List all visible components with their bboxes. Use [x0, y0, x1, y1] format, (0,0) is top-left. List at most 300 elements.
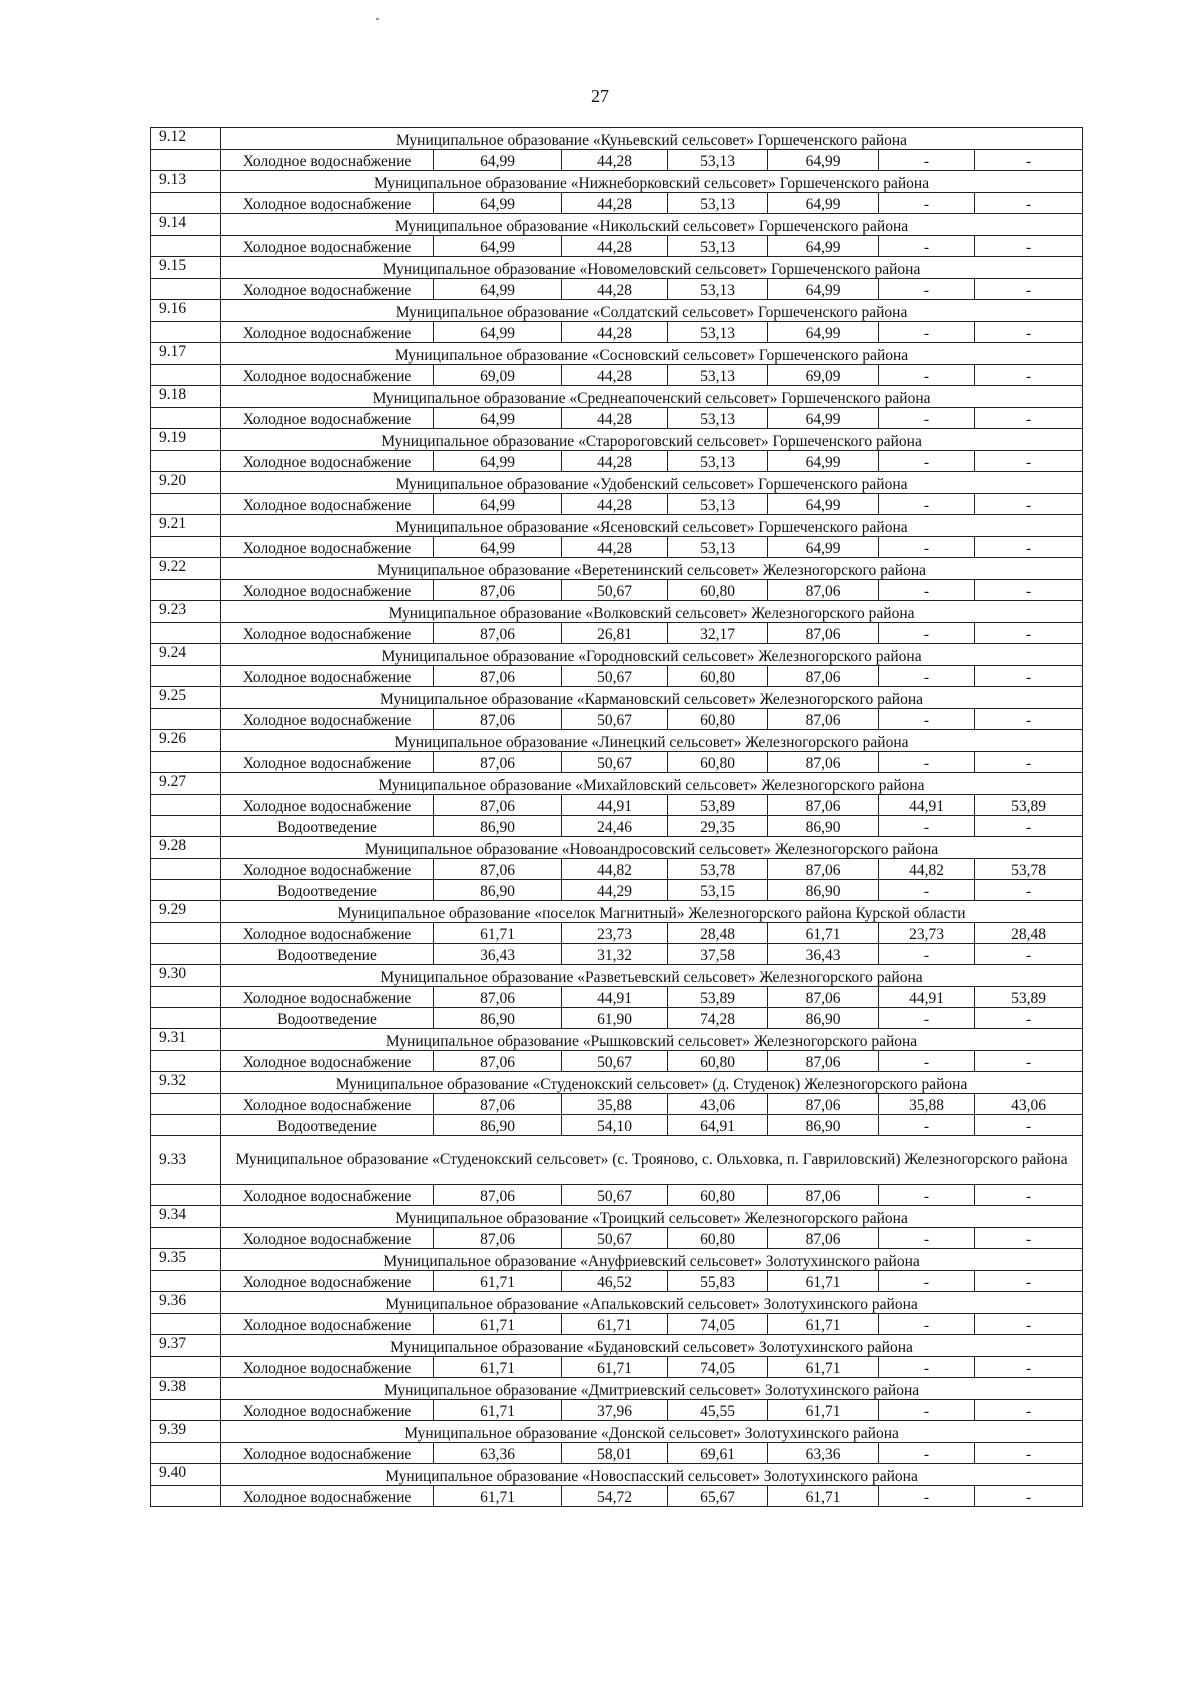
tariff-value: -: [879, 150, 975, 171]
tariff-row: [151, 1008, 1083, 1029]
section-number: 9.18: [151, 386, 221, 408]
tariff-value: -: [975, 709, 1083, 730]
section-number: 9.16: [151, 300, 221, 322]
number-cell-empty: [151, 1400, 221, 1421]
section-header-row: [151, 558, 1083, 580]
section-title: Муниципальное образование «Новоспасский сельсовет» Золотухинского района: [221, 1464, 1083, 1486]
tariff-value: 58,01: [562, 1443, 668, 1464]
section-title: Муниципальное образование «Куньевский сельсовет» Горшеченского района: [221, 128, 1083, 150]
tariff-value: 44,28: [562, 193, 668, 214]
section-header-row: [151, 1206, 1083, 1228]
tariff-row: [151, 322, 1083, 343]
number-cell-empty: [151, 451, 221, 472]
service-name: Холодное водоснабжение: [221, 1357, 434, 1378]
section-header-row: [151, 1072, 1083, 1094]
number-cell-empty: [151, 859, 221, 880]
tariff-value: 61,71: [434, 1357, 562, 1378]
tariff-value: 44,28: [562, 537, 668, 558]
tariff-row: [151, 1486, 1083, 1507]
tariff-row: [151, 1271, 1083, 1292]
tariff-value: 61,90: [562, 1008, 668, 1029]
service-name: Холодное водоснабжение: [221, 987, 434, 1008]
section-title: Муниципальное образование «Нижнеборковский сельсовет» Горшеченского района: [221, 171, 1083, 193]
section-title: Муниципальное образование «Волковский сельсовет» Железногорского района: [221, 601, 1083, 623]
tariff-value: -: [879, 494, 975, 515]
service-name: Холодное водоснабжение: [221, 580, 434, 601]
tariff-value: 50,67: [562, 1185, 668, 1206]
tariff-value: 53,13: [668, 365, 768, 386]
section-number: 9.39: [151, 1421, 221, 1443]
tariff-value: 50,67: [562, 666, 668, 687]
tariff-value: -: [879, 1357, 975, 1378]
section-header-row: [151, 515, 1083, 537]
section-header-row: [151, 1136, 1083, 1185]
number-cell-empty: [151, 880, 221, 901]
tariff-value: 64,99: [768, 279, 879, 300]
service-name: Водоотведение: [221, 1008, 434, 1029]
tariff-value: 64,99: [434, 193, 562, 214]
service-name: Холодное водоснабжение: [221, 1051, 434, 1072]
tariff-value: 86,90: [434, 1115, 562, 1136]
section-number: 9.15: [151, 257, 221, 279]
tariff-row: [151, 580, 1083, 601]
tariff-value: 87,06: [768, 752, 879, 773]
number-cell-empty: [151, 1443, 221, 1464]
service-name: Холодное водоснабжение: [221, 1185, 434, 1206]
tariff-value: -: [879, 1400, 975, 1421]
tariff-row: [151, 150, 1083, 171]
tariff-value: 64,99: [768, 150, 879, 171]
tariff-value: 53,89: [975, 795, 1083, 816]
tariff-value: 64,99: [768, 236, 879, 257]
tariff-value: 87,06: [768, 1228, 879, 1249]
tariff-row: [151, 880, 1083, 901]
service-name: Холодное водоснабжение: [221, 1094, 434, 1115]
number-cell-empty: [151, 365, 221, 386]
number-cell-empty: [151, 623, 221, 644]
number-cell-empty: [151, 1486, 221, 1507]
section-number: 9.34: [151, 1206, 221, 1228]
tariff-value: 87,06: [434, 752, 562, 773]
number-cell-empty: [151, 944, 221, 965]
tariff-value: 45,55: [668, 1400, 768, 1421]
tariff-value: 50,67: [562, 580, 668, 601]
tariff-value: 36,43: [768, 944, 879, 965]
service-name: Холодное водоснабжение: [221, 1228, 434, 1249]
section-title: Муниципальное образование «Дмитриевский сельсовет» Золотухинского района: [221, 1378, 1083, 1400]
tariff-value: 29,35: [668, 816, 768, 837]
number-cell-empty: [151, 923, 221, 944]
tariff-value: 74,05: [668, 1357, 768, 1378]
tariff-value: -: [879, 752, 975, 773]
number-cell-empty: [151, 193, 221, 214]
tariff-value: -: [879, 623, 975, 644]
tariff-value: 53,15: [668, 880, 768, 901]
tariff-row: [151, 451, 1083, 472]
service-name: Холодное водоснабжение: [221, 709, 434, 730]
tariff-row: [151, 987, 1083, 1008]
tariff-value: 60,80: [668, 1228, 768, 1249]
section-title: Муниципальное образование «Солдатский сельсовет» Горшеченского района: [221, 300, 1083, 322]
tariff-value: 87,06: [434, 987, 562, 1008]
tariff-value: -: [879, 816, 975, 837]
tariff-row: [151, 1115, 1083, 1136]
tariff-value: 64,99: [434, 236, 562, 257]
section-title: Муниципальное образование «Студенокский сельсовет» (с. Трояново, с. Ольховка, п. Гавриловский) Железногорского района: [221, 1136, 1083, 1185]
number-cell-empty: [151, 279, 221, 300]
tariff-row: [151, 709, 1083, 730]
tariff-value: 64,99: [768, 537, 879, 558]
tariff-value: 87,06: [768, 1094, 879, 1115]
tariff-value: -: [879, 1486, 975, 1507]
number-cell-empty: [151, 322, 221, 343]
tariff-value: -: [879, 1314, 975, 1335]
tariff-value: -: [975, 880, 1083, 901]
section-title: Муниципальное образование «Сосновский сельсовет» Горшеченского района: [221, 343, 1083, 365]
tariff-row: [151, 666, 1083, 687]
section-header-row: [151, 1464, 1083, 1486]
tariff-value: 60,80: [668, 1185, 768, 1206]
section-number: 9.29: [151, 901, 221, 923]
service-name: Холодное водоснабжение: [221, 1486, 434, 1507]
tariff-value: 44,28: [562, 322, 668, 343]
service-name: Холодное водоснабжение: [221, 923, 434, 944]
number-cell-empty: [151, 816, 221, 837]
section-title: Муниципальное образование «Троицкий сельсовет» Железногорского района: [221, 1206, 1083, 1228]
service-name: Холодное водоснабжение: [221, 365, 434, 386]
tariff-value: 64,99: [434, 494, 562, 515]
section-number: 9.32: [151, 1072, 221, 1094]
tariff-value: 87,06: [434, 709, 562, 730]
service-name: Холодное водоснабжение: [221, 752, 434, 773]
number-cell-empty: [151, 494, 221, 515]
tariff-value: -: [879, 279, 975, 300]
tariff-value: 61,71: [562, 1357, 668, 1378]
tariff-value: 87,06: [434, 859, 562, 880]
tariff-value: 35,88: [879, 1094, 975, 1115]
tariff-value: 28,48: [668, 923, 768, 944]
tariff-value: 64,99: [434, 451, 562, 472]
tariff-value: 61,71: [434, 1314, 562, 1335]
section-header-row: [151, 386, 1083, 408]
number-cell-empty: [151, 1185, 221, 1206]
tariff-value: 69,09: [768, 365, 879, 386]
section-title: Муниципальное образование «Веретенинский сельсовет» Железногорского района: [221, 558, 1083, 580]
tariff-value: 43,06: [668, 1094, 768, 1115]
tariff-value: -: [975, 944, 1083, 965]
section-header-row: [151, 171, 1083, 193]
number-cell-empty: [151, 1314, 221, 1335]
section-header-row: [151, 687, 1083, 709]
service-name: Водоотведение: [221, 1115, 434, 1136]
tariff-value: 43,06: [975, 1094, 1083, 1115]
tariff-value: 53,13: [668, 494, 768, 515]
tariff-value: -: [975, 1271, 1083, 1292]
section-number: 9.24: [151, 644, 221, 666]
section-number: 9.27: [151, 773, 221, 795]
tariff-value: 87,06: [768, 987, 879, 1008]
tariff-value: 86,90: [434, 880, 562, 901]
tariff-value: -: [975, 236, 1083, 257]
tariff-value: 53,89: [668, 795, 768, 816]
tariff-value: -: [879, 1051, 975, 1072]
tariff-value: -: [975, 451, 1083, 472]
tariff-row: [151, 923, 1083, 944]
number-cell-empty: [151, 236, 221, 257]
tariff-value: -: [975, 1185, 1083, 1206]
tariff-value: -: [879, 365, 975, 386]
tariff-value: 87,06: [768, 1051, 879, 1072]
section-number: 9.20: [151, 472, 221, 494]
section-number: 9.31: [151, 1029, 221, 1051]
tariff-value: 61,71: [768, 1271, 879, 1292]
tariff-row: [151, 795, 1083, 816]
tariff-value: -: [975, 623, 1083, 644]
tariff-value: 60,80: [668, 666, 768, 687]
service-name: Холодное водоснабжение: [221, 859, 434, 880]
tariff-value: 60,80: [668, 752, 768, 773]
tariff-value: 55,83: [668, 1271, 768, 1292]
scan-speck: [376, 18, 379, 20]
tariff-row: [151, 494, 1083, 515]
tariff-value: 46,52: [562, 1271, 668, 1292]
tariff-value: 54,10: [562, 1115, 668, 1136]
tariff-value: 53,13: [668, 537, 768, 558]
tariff-row: [151, 944, 1083, 965]
tariff-value: 87,06: [768, 709, 879, 730]
tariff-row: [151, 1443, 1083, 1464]
tariff-value: 64,91: [668, 1115, 768, 1136]
tariff-value: 87,06: [434, 1185, 562, 1206]
tariff-value: 61,71: [768, 923, 879, 944]
section-title: Муниципальное образование «Студенокский сельсовет» (д. Студенок) Железногорского района: [221, 1072, 1083, 1094]
tariff-value: 60,80: [668, 709, 768, 730]
section-title: Муниципальное образование «Новомеловский сельсовет» Горшеченского района: [221, 257, 1083, 279]
tariff-value: -: [975, 1228, 1083, 1249]
number-cell-empty: [151, 666, 221, 687]
section-number: 9.40: [151, 1464, 221, 1486]
tariff-value: -: [879, 408, 975, 429]
section-header-row: [151, 1292, 1083, 1314]
tariff-value: 61,71: [434, 1271, 562, 1292]
tariff-value: -: [975, 1051, 1083, 1072]
tariff-value: 50,67: [562, 709, 668, 730]
service-name: Холодное водоснабжение: [221, 193, 434, 214]
tariff-value: 87,06: [768, 580, 879, 601]
table-body: [151, 128, 1083, 1507]
tariff-value: -: [975, 193, 1083, 214]
tariff-value: 61,71: [434, 1400, 562, 1421]
tariff-value: -: [975, 322, 1083, 343]
number-cell-empty: [151, 408, 221, 429]
tariff-row: [151, 1051, 1083, 1072]
tariff-value: 50,67: [562, 1228, 668, 1249]
tariff-value: 44,28: [562, 451, 668, 472]
service-name: Холодное водоснабжение: [221, 537, 434, 558]
tariff-value: -: [975, 279, 1083, 300]
tariff-value: 44,91: [562, 795, 668, 816]
tariff-value: 44,91: [879, 987, 975, 1008]
tariff-row: [151, 859, 1083, 880]
section-header-row: [151, 644, 1083, 666]
tariff-value: 64,99: [768, 408, 879, 429]
tariff-value: 69,09: [434, 365, 562, 386]
section-title: Муниципальное образование «Будановский сельсовет» Золотухинского района: [221, 1335, 1083, 1357]
tariff-value: 44,28: [562, 408, 668, 429]
tariff-value: -: [879, 1443, 975, 1464]
tariff-value: 23,73: [562, 923, 668, 944]
tariff-row: [151, 1094, 1083, 1115]
tariff-value: 44,29: [562, 880, 668, 901]
tariff-value: 37,58: [668, 944, 768, 965]
section-number: 9.14: [151, 214, 221, 236]
section-header-row: [151, 429, 1083, 451]
section-title: Муниципальное образование «Апальковский сельсовет» Золотухинского района: [221, 1292, 1083, 1314]
tariff-value: 50,67: [562, 1051, 668, 1072]
section-header-row: [151, 257, 1083, 279]
tariff-value: 44,91: [879, 795, 975, 816]
tariff-value: -: [975, 752, 1083, 773]
number-cell-empty: [151, 795, 221, 816]
section-title: Муниципальное образование «Рышковский сельсовет» Железногорского района: [221, 1029, 1083, 1051]
tariff-value: 86,90: [768, 816, 879, 837]
section-title: Муниципальное образование «Линецкий сельсовет» Железногорского района: [221, 730, 1083, 752]
tariff-value: 87,06: [434, 795, 562, 816]
section-number: 9.13: [151, 171, 221, 193]
number-cell-empty: [151, 1228, 221, 1249]
section-header-row: [151, 1335, 1083, 1357]
service-name: Водоотведение: [221, 816, 434, 837]
tariff-value: 87,06: [434, 580, 562, 601]
tariff-value: -: [975, 408, 1083, 429]
service-name: Холодное водоснабжение: [221, 1314, 434, 1335]
tariff-value: 87,06: [768, 859, 879, 880]
service-name: Холодное водоснабжение: [221, 666, 434, 687]
tariff-value: 64,99: [434, 322, 562, 343]
tariff-value: 61,71: [768, 1400, 879, 1421]
section-title: Муниципальное образование «Ясеновский сельсовет» Горшеченского района: [221, 515, 1083, 537]
tariff-value: 23,73: [879, 923, 975, 944]
section-header-row: [151, 343, 1083, 365]
tariff-value: -: [879, 1271, 975, 1292]
section-header-row: [151, 837, 1083, 859]
section-header-row: [151, 901, 1083, 923]
tariff-value: 24,46: [562, 816, 668, 837]
section-title: Муниципальное образование «Удобенский сельсовет» Горшеченского района: [221, 472, 1083, 494]
section-header-row: [151, 300, 1083, 322]
tariff-value: -: [975, 494, 1083, 515]
tariff-value: 61,71: [768, 1357, 879, 1378]
section-header-row: [151, 1421, 1083, 1443]
tariff-value: 61,71: [562, 1314, 668, 1335]
section-number: 9.26: [151, 730, 221, 752]
tariff-value: 53,13: [668, 236, 768, 257]
section-header-row: [151, 128, 1083, 150]
tariff-value: 32,17: [668, 623, 768, 644]
tariff-value: 53,89: [975, 987, 1083, 1008]
service-name: Холодное водоснабжение: [221, 623, 434, 644]
section-header-row: [151, 1029, 1083, 1051]
tariff-value: -: [975, 1357, 1083, 1378]
tariff-value: -: [975, 816, 1083, 837]
tariff-value: 64,99: [768, 494, 879, 515]
tariff-value: -: [879, 1115, 975, 1136]
section-title: Муниципальное образование «поселок Магнитный» Железногорского района Курской области: [221, 901, 1083, 923]
tariff-value: 44,28: [562, 279, 668, 300]
tariff-value: 61,71: [434, 1486, 562, 1507]
tariff-value: -: [879, 666, 975, 687]
tariff-value: -: [975, 150, 1083, 171]
number-cell-empty: [151, 1115, 221, 1136]
tariff-row: [151, 537, 1083, 558]
section-title: Муниципальное образование «Кармановский сельсовет» Железногорского района: [221, 687, 1083, 709]
tariff-value: 53,13: [668, 408, 768, 429]
tariff-value: 86,90: [434, 1008, 562, 1029]
tariff-value: -: [879, 580, 975, 601]
tariff-value: 61,71: [434, 923, 562, 944]
section-title: Муниципальное образование «Ануфриевский сельсовет» Золотухинского района: [221, 1249, 1083, 1271]
tariff-value: 87,06: [434, 1094, 562, 1115]
tariff-value: 60,80: [668, 580, 768, 601]
service-name: Холодное водоснабжение: [221, 408, 434, 429]
tariff-row: [151, 1228, 1083, 1249]
section-number: 9.30: [151, 965, 221, 987]
number-cell-empty: [151, 1008, 221, 1029]
tariff-value: 86,90: [768, 1008, 879, 1029]
tariff-value: 64,99: [434, 537, 562, 558]
tariff-value: 53,13: [668, 150, 768, 171]
tariff-value: 64,99: [434, 279, 562, 300]
section-title: Муниципальное образование «Новоандросовский сельсовет» Железногорского района: [221, 837, 1083, 859]
tariff-value: 64,99: [434, 408, 562, 429]
tariff-value: 87,06: [434, 666, 562, 687]
tariff-value: 26,81: [562, 623, 668, 644]
tariff-value: -: [975, 1443, 1083, 1464]
section-header-row: [151, 1378, 1083, 1400]
page-number: 27: [591, 86, 609, 106]
section-number: 9.12: [151, 128, 221, 150]
section-header-row: [151, 965, 1083, 987]
tariff-value: -: [975, 1008, 1083, 1029]
section-number: 9.35: [151, 1249, 221, 1271]
section-header-row: [151, 730, 1083, 752]
tariff-value: 44,28: [562, 236, 668, 257]
tariff-row: [151, 1400, 1083, 1421]
tariff-value: -: [975, 1400, 1083, 1421]
section-number: 9.19: [151, 429, 221, 451]
tariff-value: 44,91: [562, 987, 668, 1008]
tariff-value: 28,48: [975, 923, 1083, 944]
tariff-value: 63,36: [434, 1443, 562, 1464]
section-number: 9.25: [151, 687, 221, 709]
tariff-row: [151, 193, 1083, 214]
tariff-value: 87,06: [434, 1228, 562, 1249]
tariff-value: 87,06: [768, 1185, 879, 1206]
tariff-value: 44,82: [879, 859, 975, 880]
tariff-value: 53,78: [668, 859, 768, 880]
number-cell-empty: [151, 987, 221, 1008]
service-name: Холодное водоснабжение: [221, 1400, 434, 1421]
section-number: 9.17: [151, 343, 221, 365]
service-name: Водоотведение: [221, 944, 434, 965]
tariff-value: -: [879, 1228, 975, 1249]
section-title: Муниципальное образование «Старороговский сельсовет» Горшеченского района: [221, 429, 1083, 451]
tariff-value: 63,36: [768, 1443, 879, 1464]
tariff-value: 61,71: [768, 1486, 879, 1507]
tariff-row: [151, 816, 1083, 837]
number-cell-empty: [151, 709, 221, 730]
number-cell-empty: [151, 1051, 221, 1072]
